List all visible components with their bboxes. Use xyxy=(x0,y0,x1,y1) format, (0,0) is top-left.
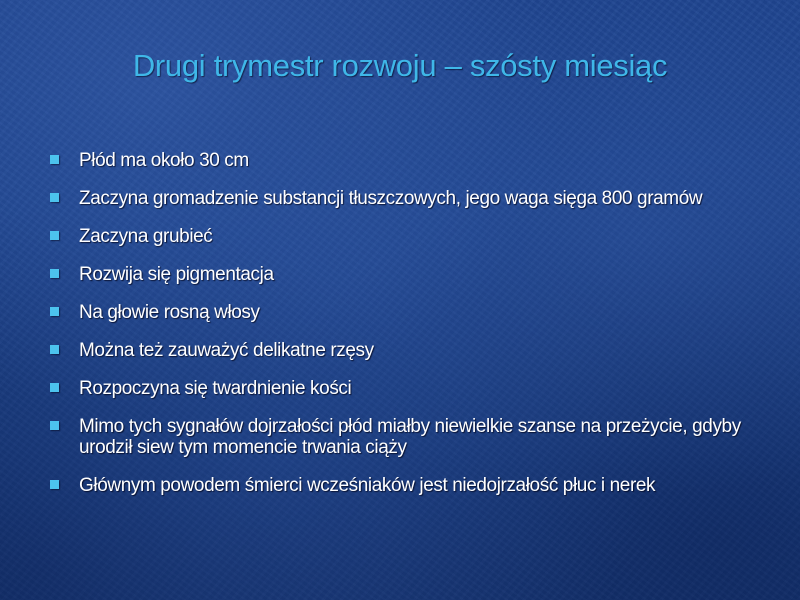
bullet-text: Na głowie rosną włosy xyxy=(79,302,260,323)
square-bullet-icon xyxy=(50,231,59,240)
bullet-text: Zaczyna grubieć xyxy=(79,226,213,247)
bullet-text: Rozwija się pigmentacja xyxy=(79,264,274,285)
bullet-item xyxy=(48,340,760,361)
bullet-text: Głównym powodem śmierci wcześniaków jest niedojrzałość płuc i nerek xyxy=(79,475,656,496)
bullet-text: Można też zauważyć delikatne rzęsy xyxy=(79,340,374,361)
bullet-text: Płód ma około 30 cm xyxy=(79,150,249,171)
bullet-text: Zaczyna gromadzenie substancji tłuszczowych, jego waga sięga 800 gramów xyxy=(79,188,703,209)
square-bullet-icon xyxy=(50,269,59,278)
bullet-item xyxy=(48,264,760,285)
square-bullet-icon xyxy=(50,307,59,316)
slide-title: Drugi trymestr rozwoju – szósty miesiąc xyxy=(132,48,668,83)
bullet-item xyxy=(48,378,760,399)
bullet-text: Rozpoczyna się twardnienie kości xyxy=(79,378,352,399)
bullet-item xyxy=(48,150,760,171)
bullet-item xyxy=(48,302,760,323)
bullet-item xyxy=(48,416,760,458)
bullet-text: Mimo tych sygnałów dojrzałości płód miałby niewielkie szanse na przeżycie, gdyby urodził siew tym momencie trwania ciąży xyxy=(79,416,741,458)
bullet-item xyxy=(48,226,760,247)
square-bullet-icon xyxy=(50,155,59,164)
bullet-list xyxy=(48,150,760,513)
square-bullet-icon xyxy=(50,480,59,489)
bullet-item xyxy=(48,475,760,496)
square-bullet-icon xyxy=(50,421,59,430)
square-bullet-icon xyxy=(50,193,59,202)
square-bullet-icon xyxy=(50,345,59,354)
bullet-item xyxy=(48,188,760,209)
square-bullet-icon xyxy=(50,383,59,392)
